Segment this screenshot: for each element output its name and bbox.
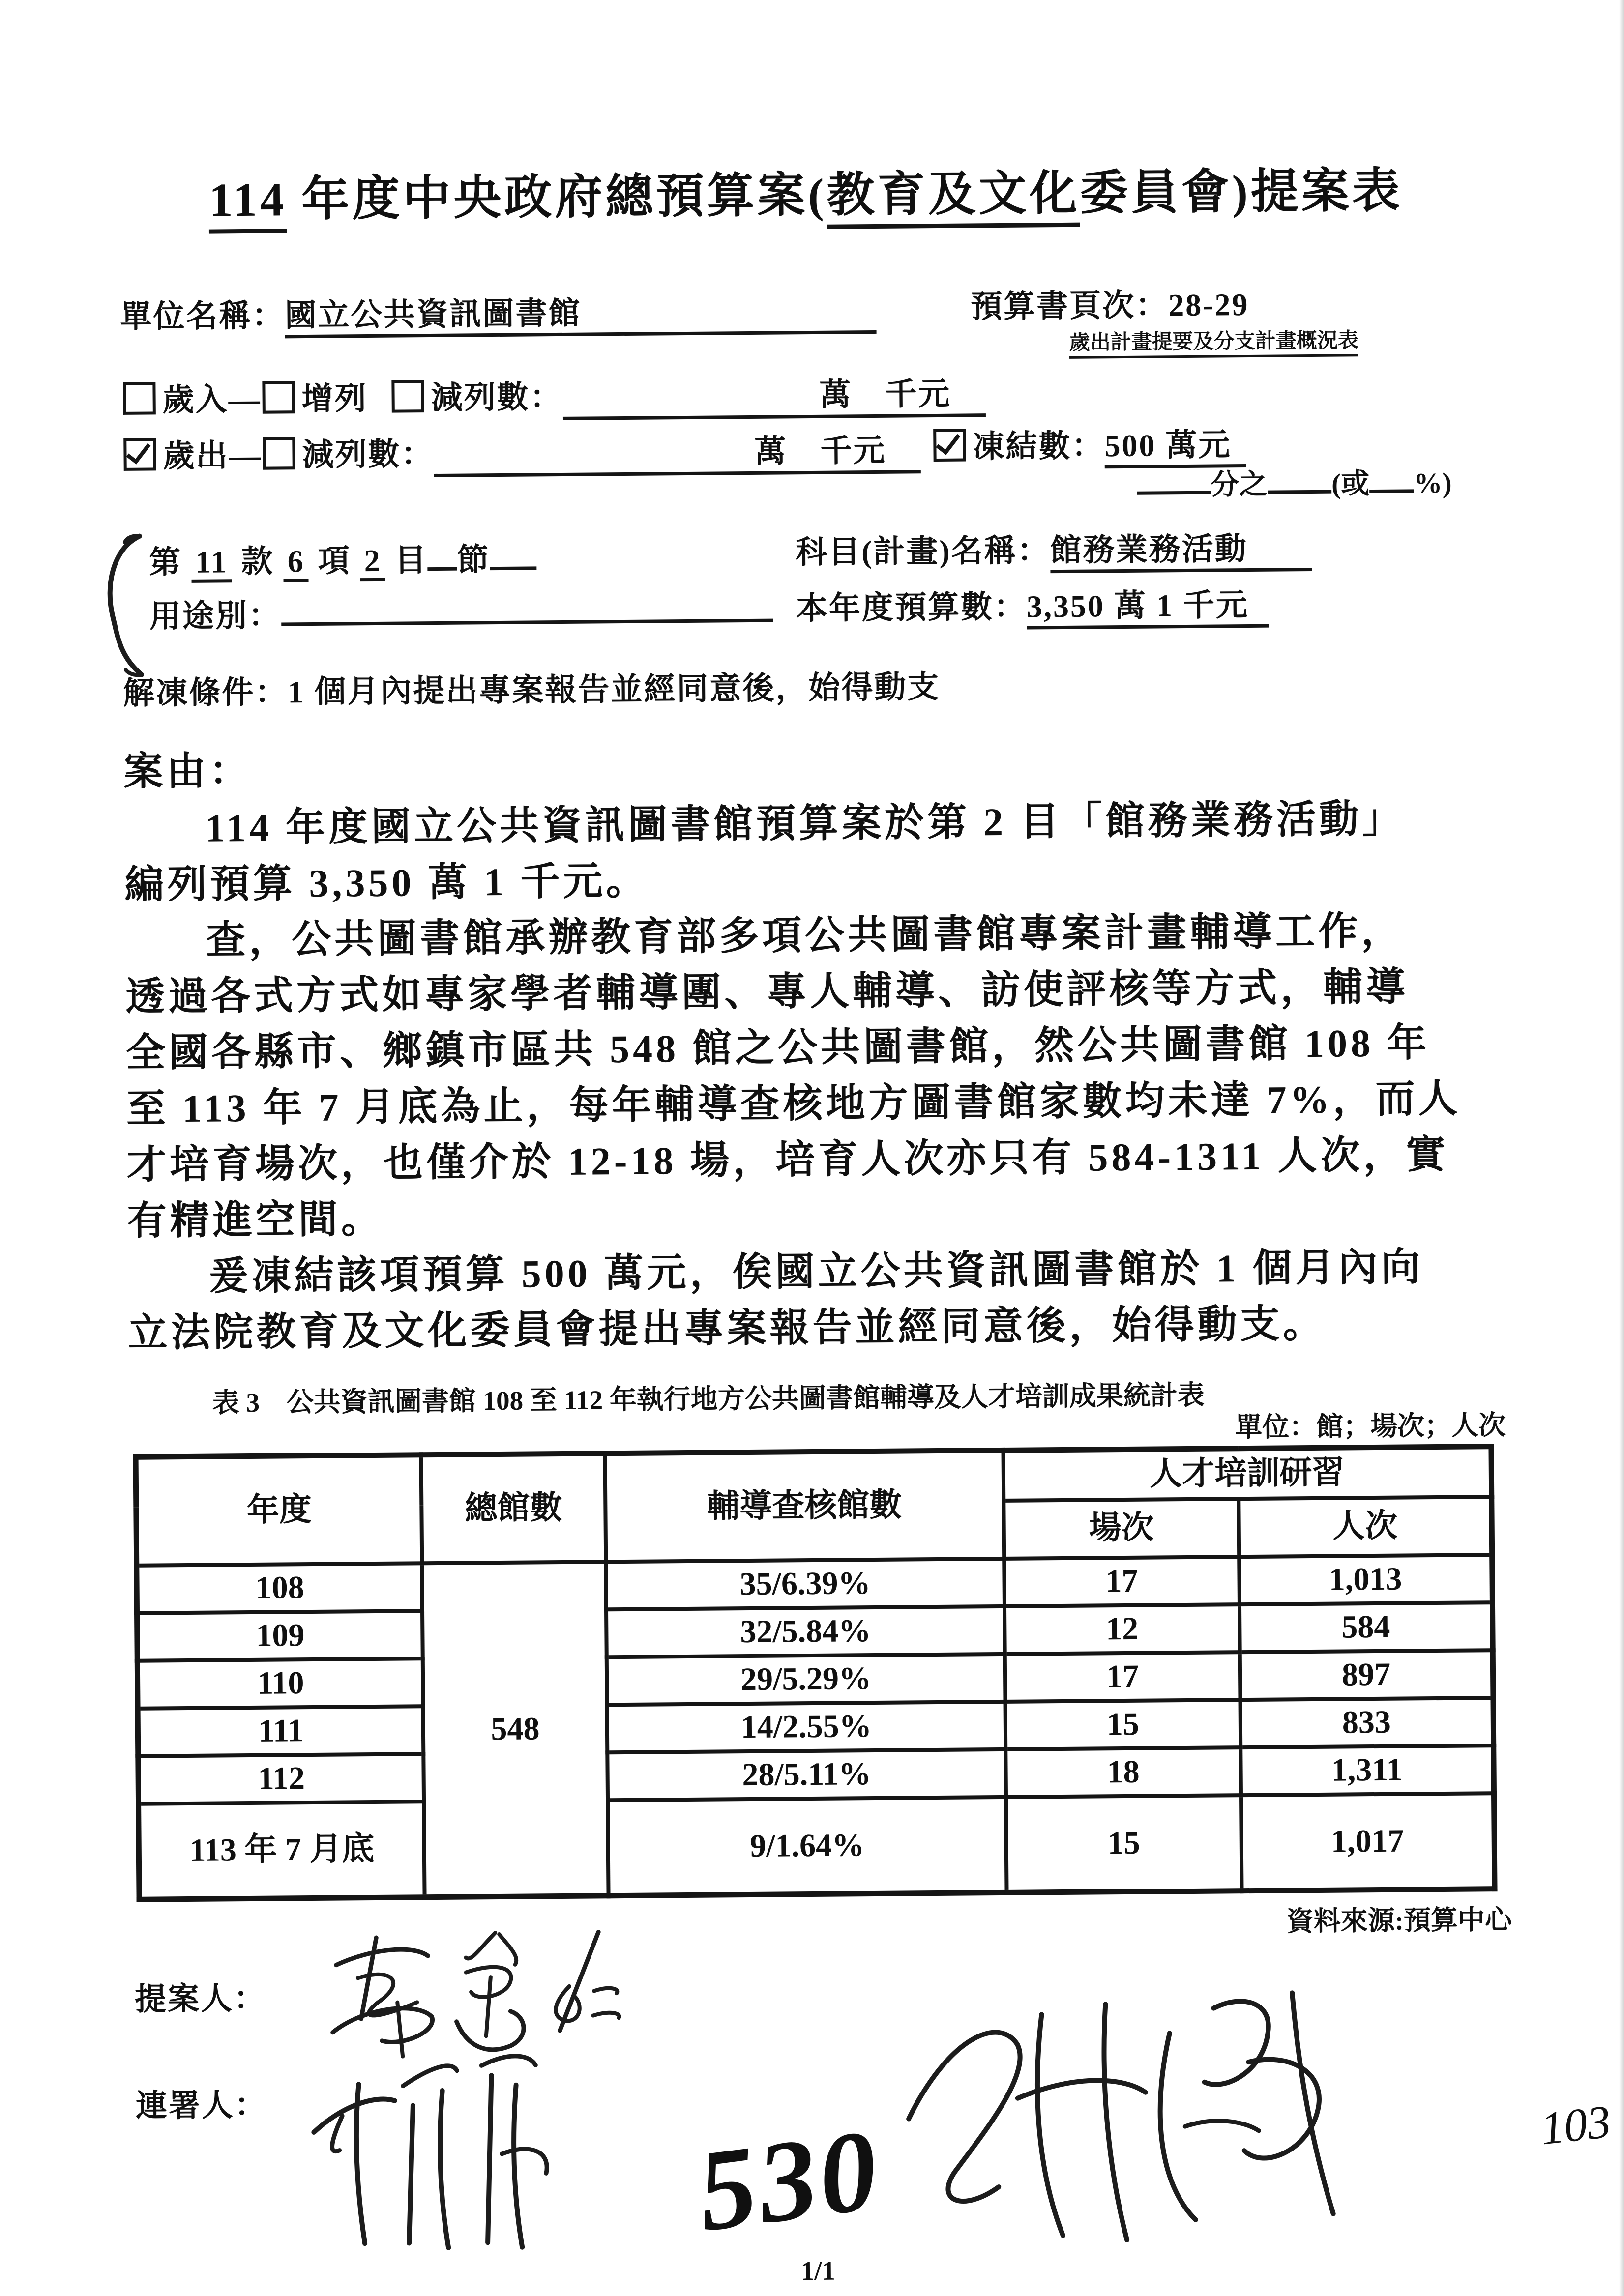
- page-title: [0, 150, 1618, 232]
- cell-trainees: 833: [1240, 1698, 1494, 1747]
- table-unit-note: 單位：館；場次；人次: [1235, 1410, 1506, 1443]
- budget-page-label: 預算書頁次：: [970, 288, 1169, 324]
- expenditure-cut-checkbox: [263, 437, 295, 470]
- cell-year: 112: [138, 1754, 424, 1804]
- cell-year: 109: [137, 1611, 423, 1661]
- item-number-row: [149, 534, 537, 582]
- expenditure-cut-label: 減列數：: [302, 436, 434, 473]
- table-source: 資料來源:預算中心: [1286, 1904, 1512, 1937]
- unit-name-label: 單位名稱：: [120, 298, 285, 334]
- revenue-add-label: 增列: [301, 381, 368, 417]
- expenditure-amount-blank: [434, 425, 921, 477]
- subnote-text: 歲出計畫提要及分支計畫概況表: [1069, 329, 1358, 359]
- cosigner-label: 連署人：: [135, 2087, 268, 2123]
- title-year: 114: [209, 173, 287, 233]
- freeze-checkbox: [933, 429, 966, 462]
- budget-row: [796, 580, 1269, 629]
- title-part1: 年度中央政府總預算案(: [286, 169, 827, 226]
- revenue-unit-hint: 萬 千元: [819, 376, 951, 412]
- cell-audited: 29/5.29%: [607, 1654, 1005, 1704]
- subject-label: 科目(計畫)名稱：: [795, 533, 1051, 570]
- item-p5: 節: [457, 542, 490, 578]
- col-header-sessions: 場次: [1004, 1499, 1239, 1559]
- left-brace-mark: [97, 532, 148, 680]
- cell-sessions: 17: [1005, 1652, 1240, 1702]
- cell-sessions: 15: [1006, 1795, 1242, 1893]
- fraction-part2: (或: [1331, 467, 1370, 500]
- case-line: 爰凍結該項預算 500 萬元，俟國立公共資訊圖書館於 1 個月內向: [208, 1246, 1424, 1299]
- proposer-label: 提案人：: [134, 1980, 267, 2017]
- cell-sessions: 18: [1005, 1747, 1241, 1797]
- item-v2: 6: [283, 544, 309, 582]
- freeze-label: 凍結數：: [973, 428, 1105, 465]
- case-line: 全國各縣市、鄉鎮市區共 548 館之公共圖書館，然公共圖書館 108 年: [125, 1021, 1430, 1075]
- revenue-label: 歲入: [162, 382, 229, 418]
- budget-label: 本年度預算數：: [796, 589, 1027, 626]
- fraction-part3: %): [1414, 466, 1452, 499]
- scan-edge-artifact: [1619, 0, 1624, 2296]
- subject-row: [796, 523, 1312, 572]
- expenditure-label: 歲出: [163, 438, 229, 474]
- usage-blank: [281, 587, 773, 626]
- col-header-total: 總館數: [421, 1453, 606, 1563]
- table-title: 表 3 公共資訊圖書館 108 至 112 年執行地方公共圖書館輔導及人才培訓成果統計表: [212, 1380, 1205, 1418]
- fraction-row: [1137, 460, 1452, 503]
- case-line: 立法院教育及文化委員會提出專案報告並經同意後，始得動支。: [128, 1302, 1326, 1355]
- case-line: 查，公共圖書館承辦教育部多項公共圖書館專案計畫輔導工作，: [206, 909, 1404, 962]
- case-line: 透過各式方式如專家學者輔導團、專人輔導、訪使評核等方式，輔導: [125, 965, 1409, 1019]
- cell-year: 110: [137, 1658, 423, 1709]
- unfreeze-row: [123, 662, 941, 713]
- revenue-amount-blank: [562, 368, 986, 420]
- cell-total-libraries: 548: [422, 1562, 608, 1897]
- cell-audited: 35/6.39%: [606, 1558, 1004, 1609]
- fraction-blank-1: [1137, 463, 1211, 495]
- handwritten-number: 530: [690, 2105, 887, 2256]
- item-p2: 款: [241, 544, 274, 580]
- usage-row: [149, 586, 773, 637]
- freeze-value: 500 萬元: [1104, 427, 1246, 468]
- col-header-training: 人才培訓研習: [1003, 1447, 1491, 1501]
- unfreeze-text: 解凍條件：1 個月內提出專案報告並經同意後，始得動支: [123, 669, 941, 711]
- case-line: 114 年度國立公共資訊圖書館預算案於第 2 目「館務業務活動」: [205, 797, 1405, 850]
- fraction-blank-3: [1369, 461, 1414, 493]
- cell-trainees: 584: [1240, 1602, 1493, 1652]
- cell-sessions: 17: [1004, 1557, 1240, 1606]
- item-p3: 項: [318, 543, 351, 579]
- budget-page-row: [971, 279, 1249, 326]
- cell-trainees: 897: [1240, 1650, 1493, 1700]
- cell-year: 113 年 7 月底: [139, 1802, 425, 1900]
- fraction-part1: 分之: [1210, 468, 1268, 501]
- title-committee: 教育及文化: [827, 167, 1080, 229]
- revenue-checkbox: [123, 382, 156, 415]
- cosigner-signature-1: [284, 2024, 669, 2253]
- revenue-row: [122, 368, 986, 424]
- budget-page-value: 28-29: [1168, 287, 1249, 323]
- unit-name-value: 國立公共資訊圖書館: [285, 293, 877, 338]
- page-number: 1/1: [800, 2255, 836, 2286]
- table-row: [139, 1793, 1495, 1900]
- case-line: 有精進空間。: [127, 1197, 384, 1243]
- revenue-cut-checkbox: [391, 380, 424, 413]
- col-header-trainees: 人次: [1239, 1497, 1492, 1557]
- item-v3: 2: [360, 543, 385, 581]
- item-v1: 11: [191, 544, 232, 583]
- case-label: 案由：: [123, 749, 252, 794]
- cell-audited: 14/2.55%: [607, 1701, 1005, 1752]
- corner-number: 103: [1537, 2095, 1614, 2155]
- item-blank-1: [427, 536, 457, 571]
- unit-name-row: [120, 286, 877, 337]
- cell-year: 111: [138, 1706, 423, 1756]
- item-p1: 第: [148, 545, 182, 580]
- cell-trainees: 1,017: [1241, 1793, 1495, 1891]
- cell-sessions: 12: [1004, 1604, 1240, 1654]
- cell-sessions: 15: [1005, 1700, 1240, 1749]
- usage-label: 用途別：: [149, 598, 282, 634]
- col-header-year: 年度: [136, 1455, 422, 1566]
- fraction-blank-2: [1268, 462, 1332, 494]
- cell-trainees: 1,311: [1240, 1745, 1494, 1795]
- case-line: 至 113 年 7 月底為止，每年輔導查核地方圖書館家數均未達 7%，而人: [126, 1077, 1461, 1131]
- expenditure-row: [122, 425, 921, 480]
- case-line: 編列預算 3,350 萬 1 千元。: [124, 859, 649, 907]
- statistics-table: [133, 1444, 1497, 1902]
- subject-value: 館務業務活動: [1050, 531, 1312, 573]
- cell-audited: 9/1.64%: [608, 1797, 1006, 1895]
- subnote-row: [1069, 324, 1358, 356]
- revenue-cut-label: 減列數：: [431, 379, 563, 416]
- cell-audited: 32/5.84%: [606, 1606, 1005, 1657]
- cell-year: 108: [137, 1563, 422, 1613]
- title-part2: 委員會)提案表: [1080, 164, 1403, 220]
- cell-trainees: 1,013: [1239, 1555, 1492, 1604]
- col-header-audited: 輔導查核館數: [605, 1450, 1004, 1561]
- case-line: 才培育場次，也僅介於 12-18 場，培育人次亦只有 584-1311 人次，實: [126, 1133, 1449, 1187]
- expenditure-unit-hint: 萬 千元: [754, 433, 886, 469]
- freeze-row: [932, 419, 1246, 467]
- item-blank-2: [490, 535, 537, 570]
- budget-value: 3,350 萬 1 千元: [1027, 587, 1269, 630]
- cell-audited: 28/5.11%: [607, 1749, 1006, 1800]
- revenue-add-checkbox: [262, 381, 295, 414]
- expenditure-checkbox: [123, 438, 156, 471]
- cosigner-signature-2: [868, 1967, 1362, 2256]
- item-p4: 目: [394, 543, 428, 578]
- revenue-dash: —: [228, 381, 262, 417]
- expenditure-dash: —: [229, 437, 262, 473]
